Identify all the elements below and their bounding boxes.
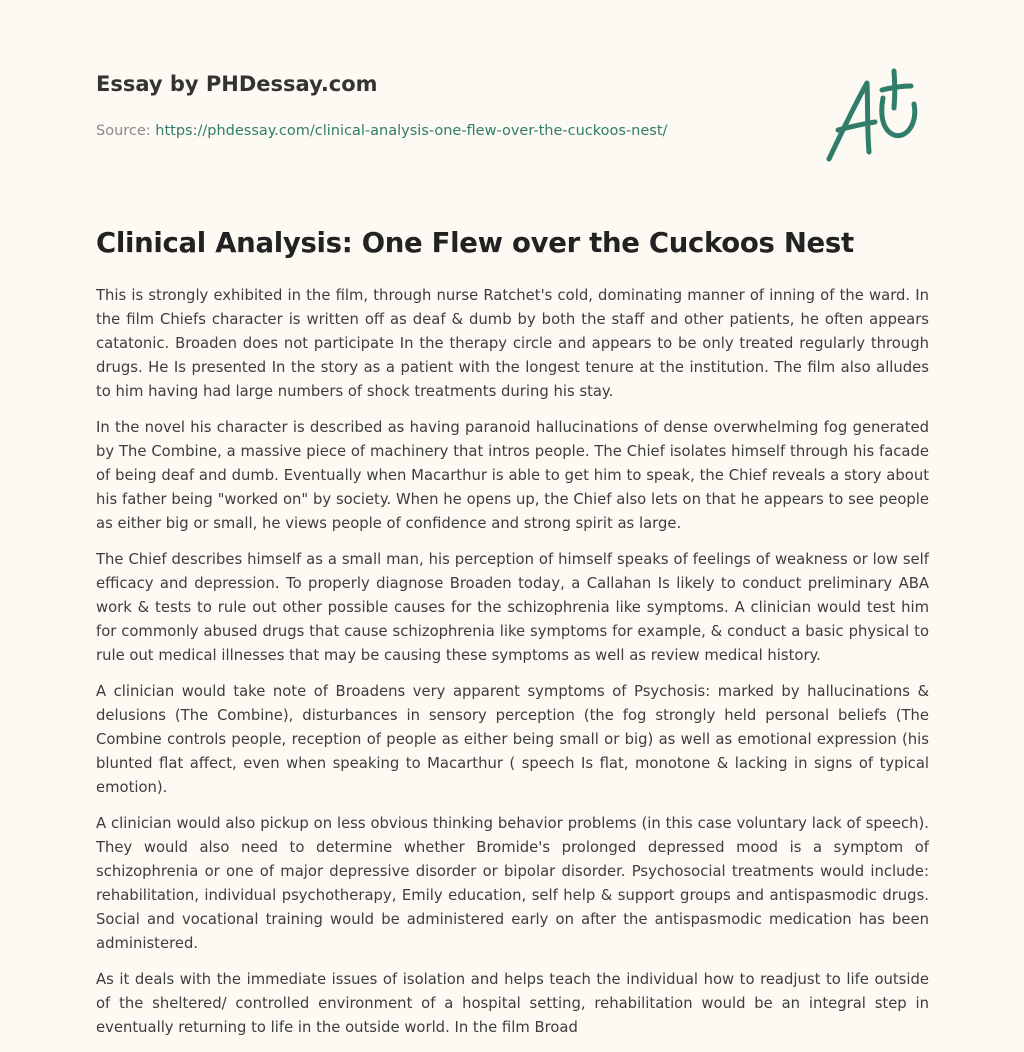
essay-title: Clinical Analysis: One Flew over the Cuckoos Nest: [96, 227, 854, 259]
site-brand: Essay by PHDessay.com: [96, 72, 378, 96]
essay-body: [96, 226, 929, 1052]
page-header: [96, 72, 796, 141]
a-plus-grade-icon: [822, 66, 926, 164]
essay-paragraph: The Chief describes himself as a small man, his perception of himself speaks of feelings of weakness or low self efficacy and depression. To properly diagnose Broaden today, a Callahan Is likely to conduct preliminary ABA work & tests to rule out other possible causes for the schizophrenia like symptoms. A clinician would test him for commonly abused drugs that cause schizophrenia like symptoms for example, & conduct a basic physical to rule out medical illnesses that may be causing these symptoms as well as review medical history.: [96, 550, 929, 664]
source-line: [96, 123, 796, 140]
essay-paragraph: As it deals with the immediate issues of isolation and helps teach the individual how to readjust to life outside of the sheltered/ controlled environment of a hospital setting, rehabilitation would be an integral step in eventually returning to life in the outside world. In the film Broad: [96, 970, 929, 1036]
essay-paragraph: A clinician would also pickup on less obvious thinking behavior problems (in this case voluntary lack of speech). They would also need to determine whether Bromide's prolonged depressed mood is a symptom of schizophrenia or one of major depressive disorder or bipolar disorder. Psychosocial treatments would include: rehabilitation, individual psychotherapy, Emily education, self help & support groups and antispasmodic drugs. Social and vocational training would be administered early on after the antispasmodic medication has been administered.: [96, 814, 929, 952]
source-link[interactable]: https://phdessay.com/clinical-analysis-one-flew-over-the-cuckoos-nest/: [155, 123, 668, 140]
essay-paragraph: A clinician would take note of Broadens very apparent symptoms of Psychosis: marked by hallucinations & delusions (The Combine), disturbances in sensory perception (the fog strongly held personal beliefs (The Combine controls people, reception of people as either being small or big) as well as emotional expression (his blunted flat affect, even when speaking to Macarthur ( speech Is flat, monotone & lacking in signs of typical emotion).: [96, 682, 929, 796]
source-label: Source:: [96, 123, 156, 140]
essay-paragraph: This is strongly exhibited in the film, through nurse Ratchet's cold, dominating manner of inning of the ward. In the film Chiefs character is written off as deaf & dumb by both the staff and other patients, he often appears catatonic. Broaden does not participate In the therapy circle and appears to be only treated regularly through drugs. He Is presented In the story as a patient with the longest tenure at the institution. The film also alludes to him having had large numbers of shock treatments during his stay.: [96, 286, 929, 400]
essay-paragraph: In the novel his character is described as having paranoid hallucinations of dense overwhelming fog generated by The Combine, a massive piece of machinery that intros people. The Chief isolates himself through his facade of being deaf and dumb. Eventually when Macarthur is able to get him to speak, the Chief reveals a story about his father being "worked on" by society. When he opens up, the Chief also lets on that he appears to see people as either big or small, he views people of confidence and strong spirit as large.: [96, 418, 929, 532]
